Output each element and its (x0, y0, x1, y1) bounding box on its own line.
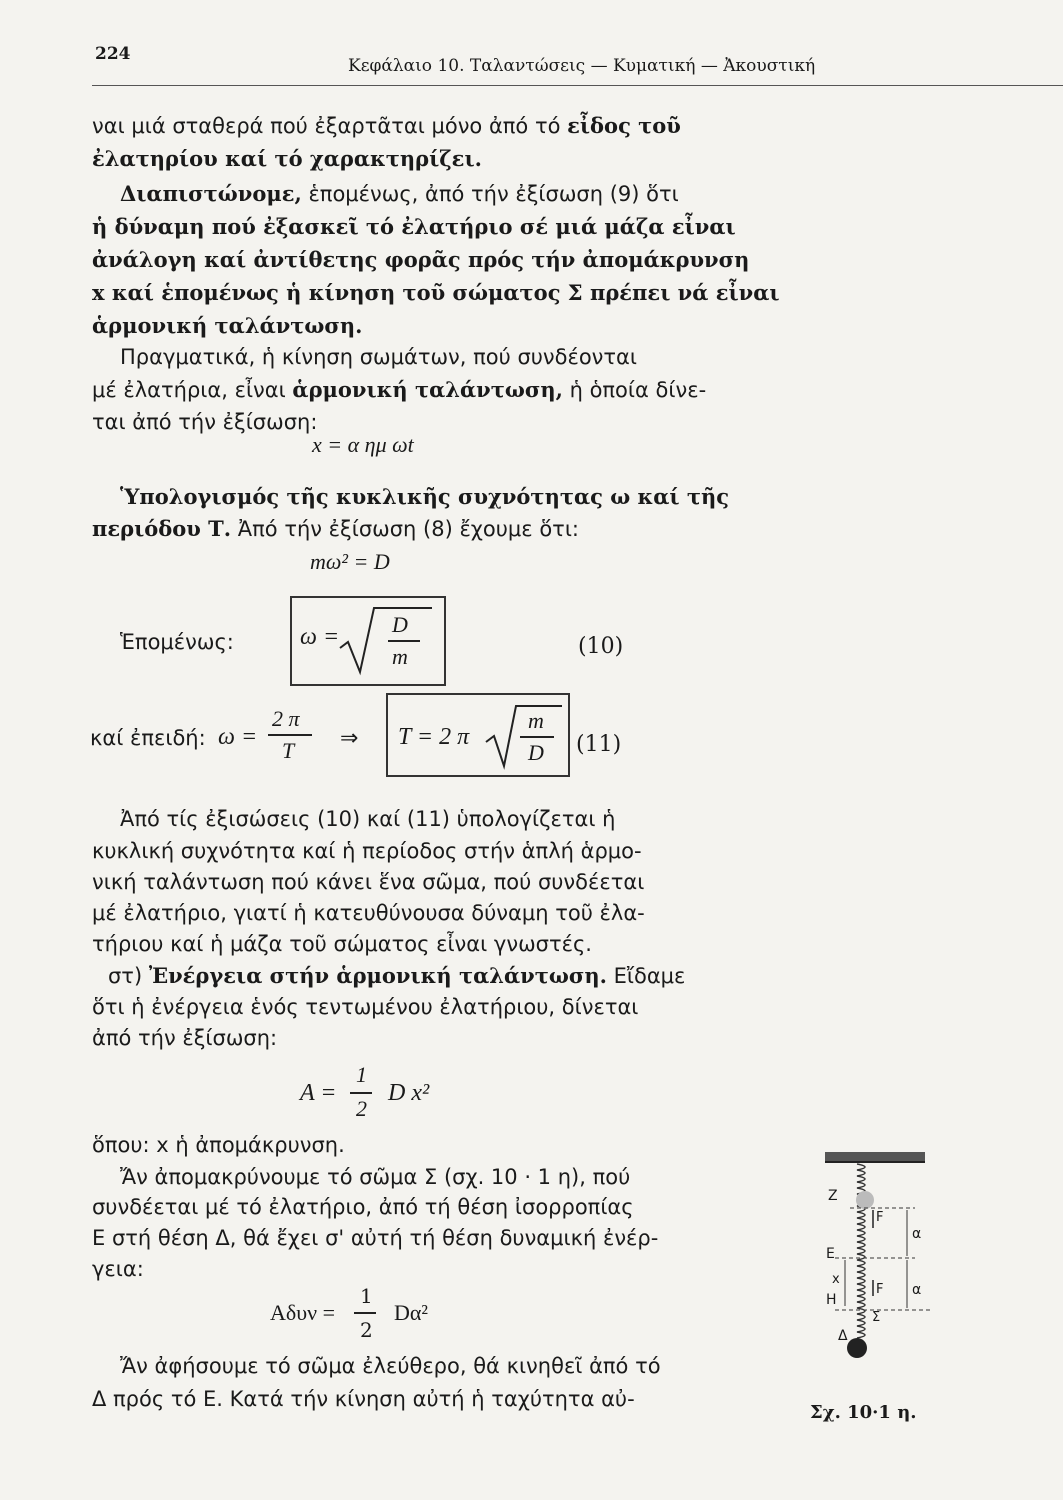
paragraph-line: μέ ἐλατήριο, γιατί ἡ κατευθύνουσα δύναμη τοῦ ἐλα- (92, 901, 645, 925)
eq-adyn-rhs: Dα² (394, 1300, 429, 1325)
paragraph-line: x καί ἑπομένως ἡ κίνηση τοῦ σώματος Σ πρέπει νά εἶναι (92, 280, 780, 305)
figure-label-h: H (826, 1292, 837, 1308)
eq-a-den: 2 (356, 1096, 367, 1121)
paragraph-line: ἀπό τήν ἐξίσωση: (92, 1026, 278, 1050)
text-span: ναι μιά σταθερά πού ἐξαρτᾶται μόνο ἀπό τό (92, 114, 568, 138)
eq10-den: m (392, 644, 408, 669)
paragraph-line: ται ἀπό τήν ἐξίσωση: (92, 410, 318, 434)
figure-label-delta: Δ (838, 1328, 848, 1344)
text-span: στ) (108, 964, 149, 988)
paragraph-line (108, 962, 685, 990)
paragraph-line: συνδέεται μέ τό ἐλατήριο, ἀπό τή θέση ἰσορροπίας (92, 1195, 634, 1219)
paragraph-line: Ἄν ἀπομακρύνουμε τό σῶμα Σ (σχ. 10 · 1 η), πού (120, 1165, 631, 1189)
eq11-rden: D (528, 740, 544, 765)
paragraph-line: γεια: (92, 1257, 144, 1281)
eq10-lhs: ω = (300, 624, 340, 650)
eq11-rhs: T = 2 π (398, 724, 470, 750)
mass-sigma (847, 1338, 867, 1358)
eq11-rnum: m (528, 708, 544, 733)
text-span: Εἴδαμε (606, 964, 686, 988)
paragraph-line: Δ πρός τό Ε. Κατά τήν κίνηση αὐτή ἡ ταχύτητα αὐ- (92, 1387, 635, 1411)
paragraph-line: ὅπου: x ἡ ἀπομάκρυνση. (92, 1133, 345, 1157)
text-span-bold: περιόδου Τ. (92, 516, 232, 541)
spring-coil (857, 1164, 865, 1338)
section-heading: Ὑπολογισμός τῆς κυκλικῆς συχνότητας ω καί τῆς (120, 484, 730, 509)
eq-a-lhs: A = (300, 1080, 337, 1106)
header-rule (92, 85, 1063, 86)
text-span-bold: Διαπιστώνομε, (120, 181, 302, 206)
paragraph-line: κυκλική συχνότητα καί ἡ περίοδος στήν ἁπλή ἁρμο- (92, 839, 642, 863)
mass-ghost (856, 1191, 874, 1209)
eq11-label: καί ἐπειδή: (90, 726, 206, 750)
paragraph-line (120, 180, 679, 208)
eq10-number: (10) (578, 634, 624, 659)
fraction-line (520, 736, 554, 738)
fraction-line (388, 640, 420, 642)
equation-mw: mω² = D (310, 549, 390, 574)
paragraph-line: Πραγματικά, ἡ κίνηση σωμάτων, πού συνδέονται (120, 345, 638, 369)
eq10-num: D (392, 612, 408, 637)
text-span: Ἀπό τήν ἐξίσωση (8) ἔχουμε ὅτι: (231, 517, 579, 541)
eq10-label: Ἑπομένως: (120, 630, 234, 654)
paragraph-line: νική ταλάντωση πού κάνει ἕνα σῶμα, πού συνδέεται (92, 870, 645, 894)
eq11-num: 2 π (272, 706, 300, 731)
paragraph-line: τήριου καί ἡ μάζα τοῦ σώματος εἶναι γνωστές. (92, 932, 592, 956)
paragraph-line (92, 515, 579, 543)
paragraph-line: Ἄν ἀφήσουμε τό σῶμα ἐλεύθερο, θά κινηθεῖ ἀπό τό (120, 1354, 661, 1378)
text-span-bold: εἶδος τοῦ (567, 113, 681, 138)
eq-a-num: 1 (356, 1062, 367, 1087)
paragraph-line (92, 376, 706, 404)
paragraph-line: ἀνάλογη καί ἀντίθετης φορᾶς πρός τήν ἀπομάκρυνση (92, 247, 750, 272)
eq-a-rhs: D x² (388, 1080, 430, 1106)
page-number: 224 (95, 44, 131, 64)
text-span: ἡ ὁποία δίνε- (562, 378, 707, 402)
spring-mass-figure (815, 1148, 965, 1386)
fraction-line (350, 1092, 372, 1094)
text-span: ἑπομένως, ἀπό τήν ἐξίσωση (9) ὅτι (301, 182, 679, 206)
running-title: Κεφάλαιο 10. Ταλαντώσεις — Κυματική — Ἀκουστική (348, 56, 816, 76)
figure-label-sigma: Σ (872, 1310, 881, 1325)
paragraph-line: Ε στή θέση Δ, θά ἔχει σ' αὐτή τή θέση δυναμική ἐνέρ- (92, 1226, 659, 1250)
figure-label-z: Z (828, 1188, 838, 1204)
eq11-number: (11) (576, 732, 622, 757)
implies-arrow-icon: ⇒ (340, 726, 359, 751)
text-span-bold: ἁρμονική ταλάντωση, (292, 377, 563, 402)
paragraph-line (92, 112, 681, 140)
eq-adyn-num: 1 (360, 1284, 373, 1308)
eq-adyn-den: 2 (360, 1318, 373, 1342)
text-span-bold: Ἐνέργεια στήν ἁρμονική ταλάντωση. (148, 963, 607, 988)
figure-label-x: x (832, 1272, 840, 1287)
paragraph-line: ἡ δύναμη πού ἐξασκεῖ τό ἐλατήριο σέ μιά μάζα εἶναι (92, 214, 736, 239)
equation-x: x = α ημ ωt (312, 432, 414, 457)
paragraph-line: ἐλατηρίου καί τό χαρακτηρίζει. (92, 146, 482, 171)
figure-label-e: E (826, 1246, 835, 1262)
figure-caption: Σχ. 10·1 η. (810, 1402, 917, 1423)
figure-label-f1: F (876, 1210, 884, 1225)
paragraph-line: ἁρμονική ταλάντωση. (92, 313, 363, 338)
paragraph-line: ὅτι ἡ ἐνέργεια ἑνός τεντωμένου ἐλατήριου, δίνεται (92, 995, 639, 1019)
eq-adyn-lhs: Aδυν = (270, 1300, 336, 1325)
fraction-line (354, 1312, 376, 1314)
figure-label-f2: F (876, 1282, 884, 1297)
eq11-lhs: ω = (218, 724, 258, 750)
paragraph-line: Ἀπό τίς ἐξισώσεις (10) καί (11) ὑπολογίζεται ἡ (120, 807, 616, 831)
figure-label-a2: α (912, 1282, 922, 1298)
ceiling-support (825, 1152, 925, 1162)
fraction-line (268, 734, 312, 736)
figure-label-a1: α (912, 1226, 922, 1242)
eq11-den: T (282, 738, 295, 763)
text-span: μέ ἐλατήρια, εἶναι (92, 378, 293, 402)
